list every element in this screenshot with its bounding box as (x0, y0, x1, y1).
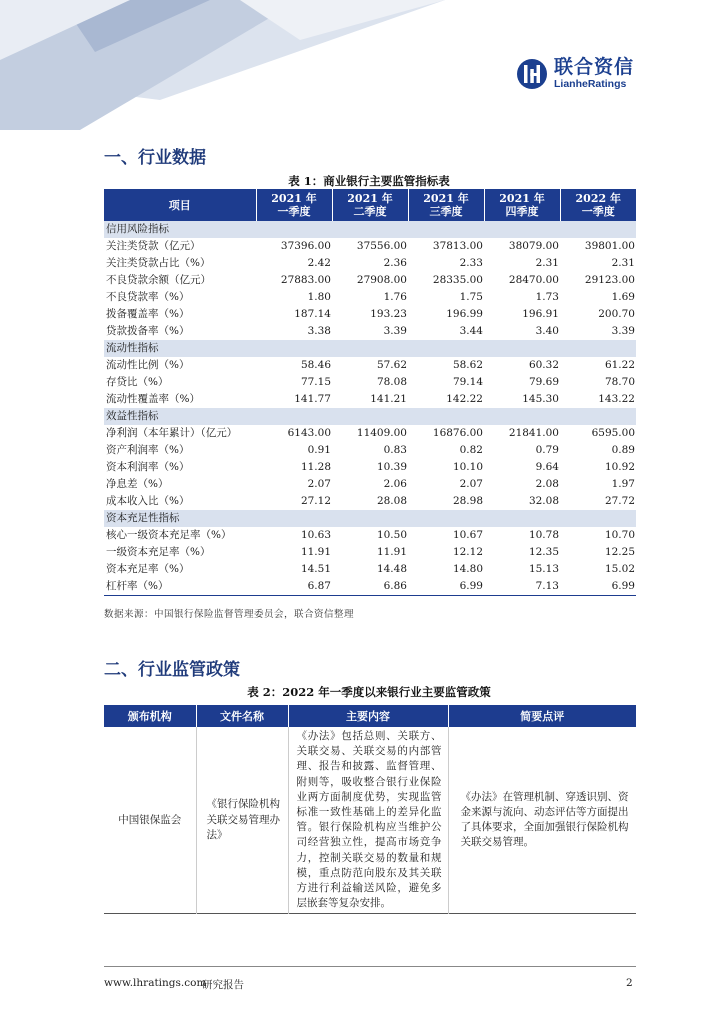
indicator-value: 2.08 (535, 478, 559, 490)
category-filler (332, 340, 408, 357)
indicator-value: 2.31 (611, 257, 635, 269)
indicator-value: 2.31 (535, 257, 559, 269)
indicator-value: 0.89 (611, 444, 635, 456)
category-filler (256, 408, 332, 425)
category-filler (332, 510, 408, 527)
indicator-value: 28335.00 (432, 274, 483, 286)
table-row (104, 289, 636, 306)
indicator-value: 27.72 (604, 495, 635, 507)
table-row (104, 425, 636, 442)
indicator-name: 贷款拨备率（%） (106, 325, 190, 337)
indicator-value: 10.70 (604, 529, 635, 541)
policy-document: 《银行保险机构关联交易管理办法》 (196, 727, 288, 914)
indicator-value: 0.79 (535, 444, 559, 456)
indicator-value: 142.22 (446, 393, 483, 405)
indicator-name: 杠杆率（%） (104, 578, 256, 596)
policy-agency: 中国银保监会 (104, 727, 196, 914)
indicator-name: 关注类贷款占比（%） (106, 257, 211, 269)
header-period: 2021 年 四季度 (484, 189, 560, 221)
indicator-name: 存贷比（%） (106, 376, 169, 388)
indicator-value: 6.87 (256, 578, 332, 596)
indicator-value: 10.63 (300, 529, 331, 541)
indicator-value: 2.36 (383, 257, 407, 269)
indicator-value: 11.91 (376, 546, 407, 558)
indicator-value: 6595.00 (591, 427, 635, 439)
indicator-value: 196.91 (522, 308, 559, 320)
indicator-name: 资产利润率（%） (106, 444, 190, 456)
indicator-value: 15.02 (604, 563, 635, 575)
indicator-name: 拨备覆盖率（%） (106, 308, 190, 320)
policy-row (104, 727, 636, 914)
indicator-value: 145.30 (522, 393, 559, 405)
indicator-value: 39801.00 (584, 240, 635, 252)
indicator-value: 14.48 (376, 563, 407, 575)
category-row (104, 510, 636, 527)
table-row (104, 578, 636, 596)
indicator-value: 61.22 (604, 359, 635, 371)
indicator-name: 关注类贷款（亿元） (106, 240, 201, 252)
indicator-value: 79.69 (528, 376, 559, 388)
indicator-value: 1.97 (611, 478, 635, 490)
brand-logo (516, 57, 634, 90)
category-row (104, 340, 636, 357)
indicator-name: 资本利润率（%） (106, 461, 190, 473)
indicator-value: 0.91 (307, 444, 331, 456)
brand-name-en: LianheRatings (554, 78, 627, 90)
category-filler (256, 510, 332, 527)
category-filler (332, 221, 408, 238)
category-label: 信用风险指标 (104, 221, 256, 238)
indicator-value: 3.38 (307, 325, 331, 337)
indicator-value: 10.50 (376, 529, 407, 541)
indicator-value: 10.39 (376, 461, 407, 473)
indicator-value: 2.07 (459, 478, 483, 490)
category-filler (408, 340, 484, 357)
indicator-value: 6143.00 (287, 427, 331, 439)
category-filler (560, 340, 636, 357)
indicator-value: 14.51 (300, 563, 331, 575)
indicator-value: 57.62 (376, 359, 407, 371)
category-filler (408, 510, 484, 527)
category-filler (560, 221, 636, 238)
indicator-value: 7.13 (484, 578, 560, 596)
category-row (104, 408, 636, 425)
indicator-value: 10.67 (452, 529, 483, 541)
lianhe-logo-icon (516, 58, 548, 90)
table-row (104, 561, 636, 578)
category-label: 流动性指标 (104, 340, 256, 357)
indicator-value: 79.14 (452, 376, 483, 388)
indicator-value: 14.80 (452, 563, 483, 575)
policy-header: 文件名称 (196, 705, 288, 727)
indicator-value: 28470.00 (508, 274, 559, 286)
indicator-value: 29123.00 (584, 274, 635, 286)
indicator-value: 1.69 (611, 291, 635, 303)
indicator-value: 11.91 (300, 546, 331, 558)
category-row (104, 221, 636, 238)
indicator-value: 2.07 (307, 478, 331, 490)
category-filler (332, 408, 408, 425)
indicator-value: 38079.00 (508, 240, 559, 252)
indicator-name: 净利润（本年累计）（亿元） (106, 427, 238, 439)
indicator-value: 2.42 (307, 257, 331, 269)
indicator-value: 58.62 (452, 359, 483, 371)
footer-website-link[interactable]: www.lhratings.com (104, 977, 207, 989)
policy-comment: 《办法》在管理机制、穿透识别、资金来源与流向、动态评估等方面提出了具体要求，全面加强银行保险机构关联交易管理。 (460, 790, 629, 849)
indicator-name: 不良贷款余额（亿元） (106, 274, 211, 286)
table-row (104, 272, 636, 289)
indicator-value: 10.78 (528, 529, 559, 541)
table-row (104, 255, 636, 272)
category-filler (560, 510, 636, 527)
table-row (104, 238, 636, 255)
indicator-value: 1.80 (307, 291, 331, 303)
indicator-value: 12.25 (604, 546, 635, 558)
category-label: 效益性指标 (104, 408, 256, 425)
footer-doc-type: 研究报告 (202, 979, 244, 991)
indicator-value: 77.15 (300, 376, 331, 388)
header-period: 2021 年 一季度 (256, 189, 332, 221)
indicator-name: 资本充足率（%） (106, 563, 190, 575)
indicator-value: 28.08 (376, 495, 407, 507)
brand-name-cn: 联合资信 (554, 56, 635, 78)
indicator-value: 0.83 (383, 444, 407, 456)
category-filler (484, 510, 560, 527)
indicator-value: 6.99 (560, 578, 636, 596)
category-filler (256, 340, 332, 357)
indicator-value: 187.14 (294, 308, 331, 320)
indicator-value: 200.70 (598, 308, 635, 320)
table-row (104, 442, 636, 459)
indicator-value: 10.92 (604, 461, 635, 473)
indicator-value: 196.99 (446, 308, 483, 320)
indicator-value: 12.12 (452, 546, 483, 558)
indicator-value: 28.98 (452, 495, 483, 507)
category-filler (256, 221, 332, 238)
header-period: 2021 年 三季度 (408, 189, 484, 221)
regulatory-policy-table (104, 705, 636, 914)
indicator-value: 9.64 (535, 461, 559, 473)
header-period: 2022 年 一季度 (560, 189, 636, 221)
table-row (104, 374, 636, 391)
footer-divider (104, 966, 636, 967)
indicator-value: 10.10 (452, 461, 483, 473)
indicator-value: 2.06 (383, 478, 407, 490)
policy-header: 简要点评 (448, 705, 636, 727)
indicator-value: 2.33 (459, 257, 483, 269)
category-filler (560, 408, 636, 425)
indicator-value: 1.75 (459, 291, 483, 303)
indicator-value: 15.13 (528, 563, 559, 575)
indicator-value: 193.23 (370, 308, 407, 320)
indicator-value: 27.12 (300, 495, 331, 507)
table-row (104, 476, 636, 493)
category-label: 资本充足性指标 (104, 510, 256, 527)
indicator-value: 3.44 (459, 325, 483, 337)
indicator-value: 11409.00 (356, 427, 407, 439)
indicator-name: 流动性比例（%） (106, 359, 190, 371)
indicator-value: 6.86 (332, 578, 408, 596)
policy-header: 颁布机构 (104, 705, 196, 727)
indicator-value: 21841.00 (508, 427, 559, 439)
indicator-value: 27908.00 (356, 274, 407, 286)
indicator-value: 78.08 (376, 376, 407, 388)
table2-caption: 表 2：2022 年一季度以来银行业主要监管政策 (247, 685, 491, 699)
table-row (104, 493, 636, 510)
table-row (104, 357, 636, 374)
indicator-value: 3.39 (611, 325, 635, 337)
indicator-value: 37556.00 (356, 240, 407, 252)
table-row (104, 544, 636, 561)
section-title-industry-data: 一、行业数据 (104, 148, 206, 168)
table-row (104, 459, 636, 476)
category-filler (484, 408, 560, 425)
indicator-value: 78.70 (604, 376, 635, 388)
indicator-name: 核心一级资本充足率（%） (106, 529, 232, 541)
indicator-name: 一级资本充足率（%） (106, 546, 211, 558)
indicator-value: 3.40 (535, 325, 559, 337)
table-row (104, 527, 636, 544)
indicator-name: 净息差（%） (106, 478, 169, 490)
indicator-value: 143.22 (598, 393, 635, 405)
category-filler (408, 408, 484, 425)
table1-source-note: 数据来源：中国银行保险监督管理委员会，联合资信整理 (104, 609, 355, 620)
category-filler (484, 221, 560, 238)
indicator-name: 成本收入比（%） (106, 495, 190, 507)
indicator-value: 11.28 (300, 461, 331, 473)
indicator-value: 37813.00 (432, 240, 483, 252)
indicator-value: 0.82 (459, 444, 483, 456)
indicator-value: 1.76 (383, 291, 407, 303)
indicator-value: 1.73 (535, 291, 559, 303)
indicator-value: 16876.00 (432, 427, 483, 439)
table-row (104, 391, 636, 408)
indicator-value: 60.32 (528, 359, 559, 371)
indicator-value: 3.39 (383, 325, 407, 337)
section-title-regulatory-policy: 二、行业监管政策 (104, 660, 240, 680)
indicator-value: 58.46 (300, 359, 331, 371)
indicator-value: 32.08 (528, 495, 559, 507)
indicator-value: 141.21 (370, 393, 407, 405)
table1-caption: 表 1：商业银行主要监管指标表 (288, 174, 450, 188)
table-row (104, 323, 636, 340)
policy-header: 主要内容 (288, 705, 448, 727)
header-period: 2021 年 二季度 (332, 189, 408, 221)
indicator-value: 27883.00 (280, 274, 331, 286)
policy-content: 《办法》包括总则、关联方、关联交易、关联交易的内部管理、报告和披露、监督管理、附则等，吸收整合银行业保险业两方面制度优势，实现监管标准一致性基础上的差异化监管。银行保险机构应当维护公司经营独立性，提高市场竞争力，控制关联交易的数量和规模，重点防范向股东及其关联方进行利益输送风险，避免多层嵌套等复杂安排。 (288, 727, 448, 914)
category-filler (484, 340, 560, 357)
indicator-value: 141.77 (294, 393, 331, 405)
indicator-name: 流动性覆盖率（%） (106, 393, 200, 405)
indicator-name: 不良贷款率（%） (106, 291, 190, 303)
indicator-value: 12.35 (528, 546, 559, 558)
indicator-value: 37396.00 (280, 240, 331, 252)
table-row (104, 306, 636, 323)
indicator-value: 6.99 (408, 578, 484, 596)
header-item: 项目 (104, 189, 256, 221)
page-number: 2 (626, 977, 633, 989)
regulatory-indicators-table (104, 189, 636, 596)
category-filler (408, 221, 484, 238)
